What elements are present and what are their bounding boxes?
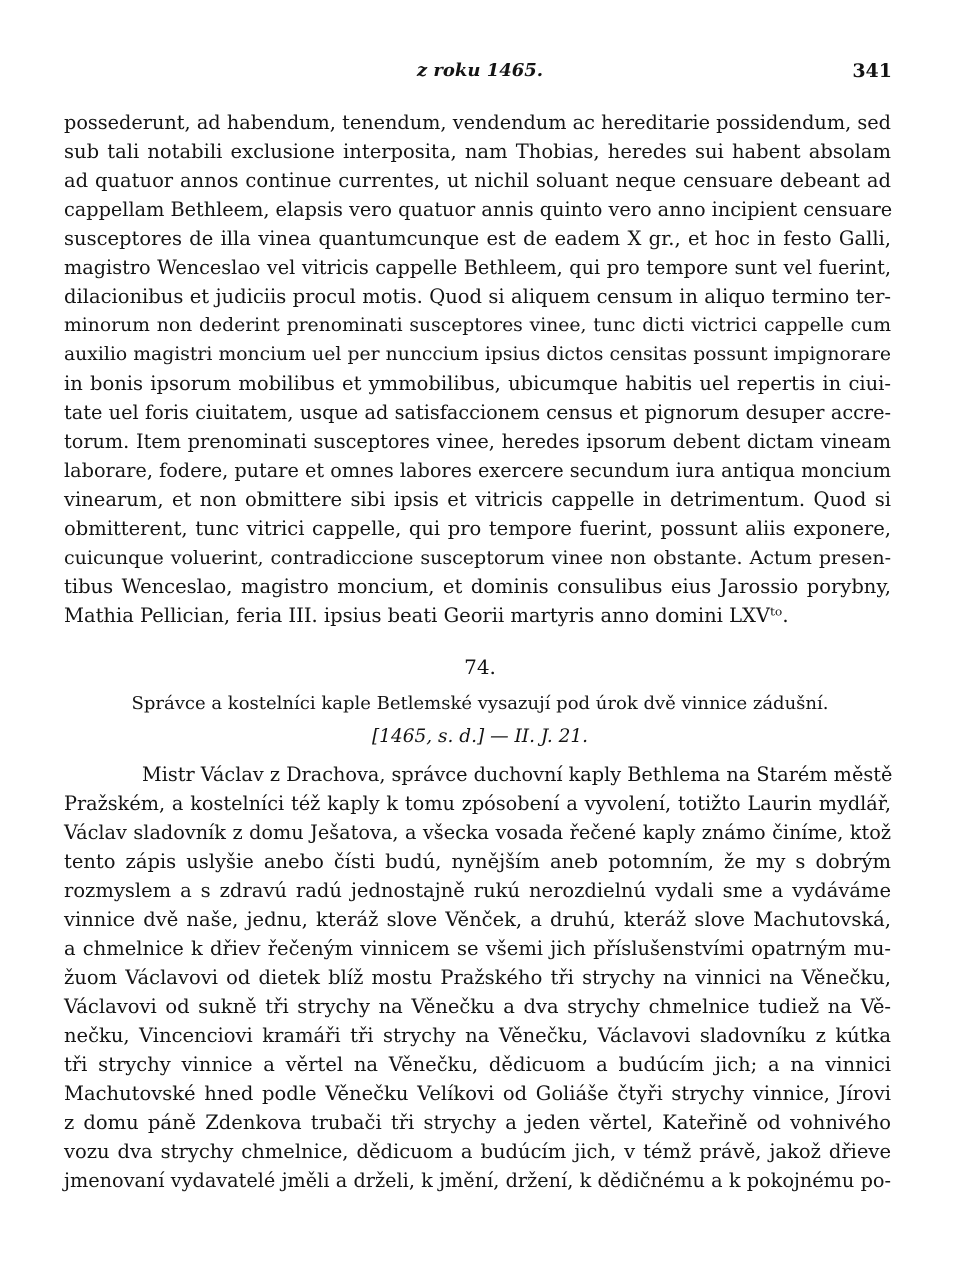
text-line: obmitterent, tunc vitrici cappelle, qui pro tempore fuerint, possunt aliis exponere, xyxy=(64,517,891,540)
text-line: Václav sladovník z domu Ješatova, a všecka vosada řečené kaply známo činíme, ktož xyxy=(64,821,891,844)
text-line: tibus Wenceslao, magistro moncium, et dominis consulibus eius Jarossio porybny, xyxy=(64,575,891,598)
text-line: Machutovské hned podle Věnečku Velíkovi od Goliáše čtyři strychy vinnice, Jírovi xyxy=(64,1082,891,1105)
text-line: z domu páně Zdenkova trubači tři strychy a jeden věrtel, Kateřině od vohnivého xyxy=(64,1111,891,1134)
text-line: tento zápis uslyšie anebo čísti budú, nynějším aneb potomním, že my s dobrým xyxy=(64,850,891,873)
text-line: in bonis ipsorum mobilibus et ymmobilibus, ubicumque habitis uel repertis in ciui- xyxy=(64,372,891,395)
page-number: 341 xyxy=(852,60,892,82)
document-heading: Správce a kostelníci kaple Betlemské vysazují pod úrok dvě vinnice zádušní. xyxy=(131,693,829,714)
text-line: susceptores de illa vinea quantumcunque est de eadem X gr., et hoc in festo Galli, xyxy=(64,227,891,250)
document-number: 74. xyxy=(464,655,496,679)
text-line: Mathia Pellician, feria III. ipsius beati Georii martyris anno domini LXVᵗᵒ. xyxy=(64,604,789,627)
text-line: torum. Item prenominati susceptores vinee, heredes ipsorum debent dictam vineam xyxy=(64,430,891,453)
text-line: ad quatuor annos continue currentes, ut nichil soluant neque censuare debeant ad xyxy=(64,169,891,192)
text-line: dilacionibus et judiciis procul motis. Quod si aliquem censum in aliquo termino ter- xyxy=(64,285,891,308)
text-line: vinearum, et non obmittere sibi ipsis et vitricis cappelle in detrimentum. Quod si xyxy=(64,488,891,511)
text-line: tři strychy vinnice a věrtel na Věnečku, dědicuom a budúcím jich; a na vinnici xyxy=(64,1053,891,1076)
text-line: possederunt, ad habendum, tenendum, vendendum ac hereditarie possidendum, sed xyxy=(64,111,891,134)
text-line: cuicunque voluerint, contradiccione susceptorum vinee non obstante. Actum presen- xyxy=(64,547,891,569)
text-line: sub tali notabili exclusione interposita, nam Thobias, heredes sui habent absolam xyxy=(64,140,891,163)
text-line: nečku, Vincenciovi kramáři tři strychy na Věnečku, Václavovi sladovníku z kútka xyxy=(64,1024,891,1047)
text-line: Václavovi od sukně tři strychy na Věnečku a dva strychy chmelnice tudiež na Vě- xyxy=(64,995,891,1018)
text-line: rozmyslem a s zdravú radú jednostajně rukú nerozdielnú vydali sme a vydáváme xyxy=(64,879,891,902)
text-line: žuom Václavovi od dietek blíž mostu Pražského tři strychy na vinnici na Věnečku, xyxy=(64,966,891,989)
text-line: minorum non dederint prenominati susceptores vinee, tunc dicti victrici cappelle cum xyxy=(64,315,891,336)
text-line: tate uel foris ciuitatem, usque ad satisfaccionem census et pignorum desuper accre- xyxy=(64,401,891,424)
text-line: Mistr Václav z Drachova, správce duchovní kaply Bethlema na Starém městě xyxy=(142,763,893,786)
text-line: Pražském, a kostelníci též kaply k tomu zpósobení a vyvolení, totižto Laurin mydlář, xyxy=(64,792,891,815)
text-line: a chmelnice k dřiev řečeným vinnicem se všemi jich příslušenstvími opatrným mu- xyxy=(64,937,891,960)
text-line: cappellam Bethleem, elapsis vero quatuor annis quinto vero anno incipient censuare xyxy=(64,198,893,221)
running-head xyxy=(0,60,960,88)
document-date: [1465, s. d.] — II. J. 21. xyxy=(371,726,589,747)
running-title: z roku 1465. xyxy=(416,60,544,81)
text-line: magistro Wenceslao vel vitricis cappelle Bethleem, qui pro tempore sunt vel fuerint, xyxy=(64,256,891,279)
text-line: vinnice dvě naše, jednu, kteráž slove Věnček, a druhú, kteráž slove Machutovská, xyxy=(64,908,891,931)
text-line: vozu dva strychy chmelnice, dědicuom a budúcím jich, v témž právě, jakož dřieve xyxy=(64,1140,891,1163)
text-line: jmenovaní vydavatelé jměli a drželi, k jmění, držení, k dědičnému a k pokojnému po- xyxy=(64,1169,891,1192)
text-line: auxilio magistri moncium uel per nunccium ipsius dictos censitas possunt impignorare xyxy=(64,344,891,365)
text-line: laborare, fodere, putare et omnes labores exercere secundum iura antiqua moncium xyxy=(64,459,891,482)
